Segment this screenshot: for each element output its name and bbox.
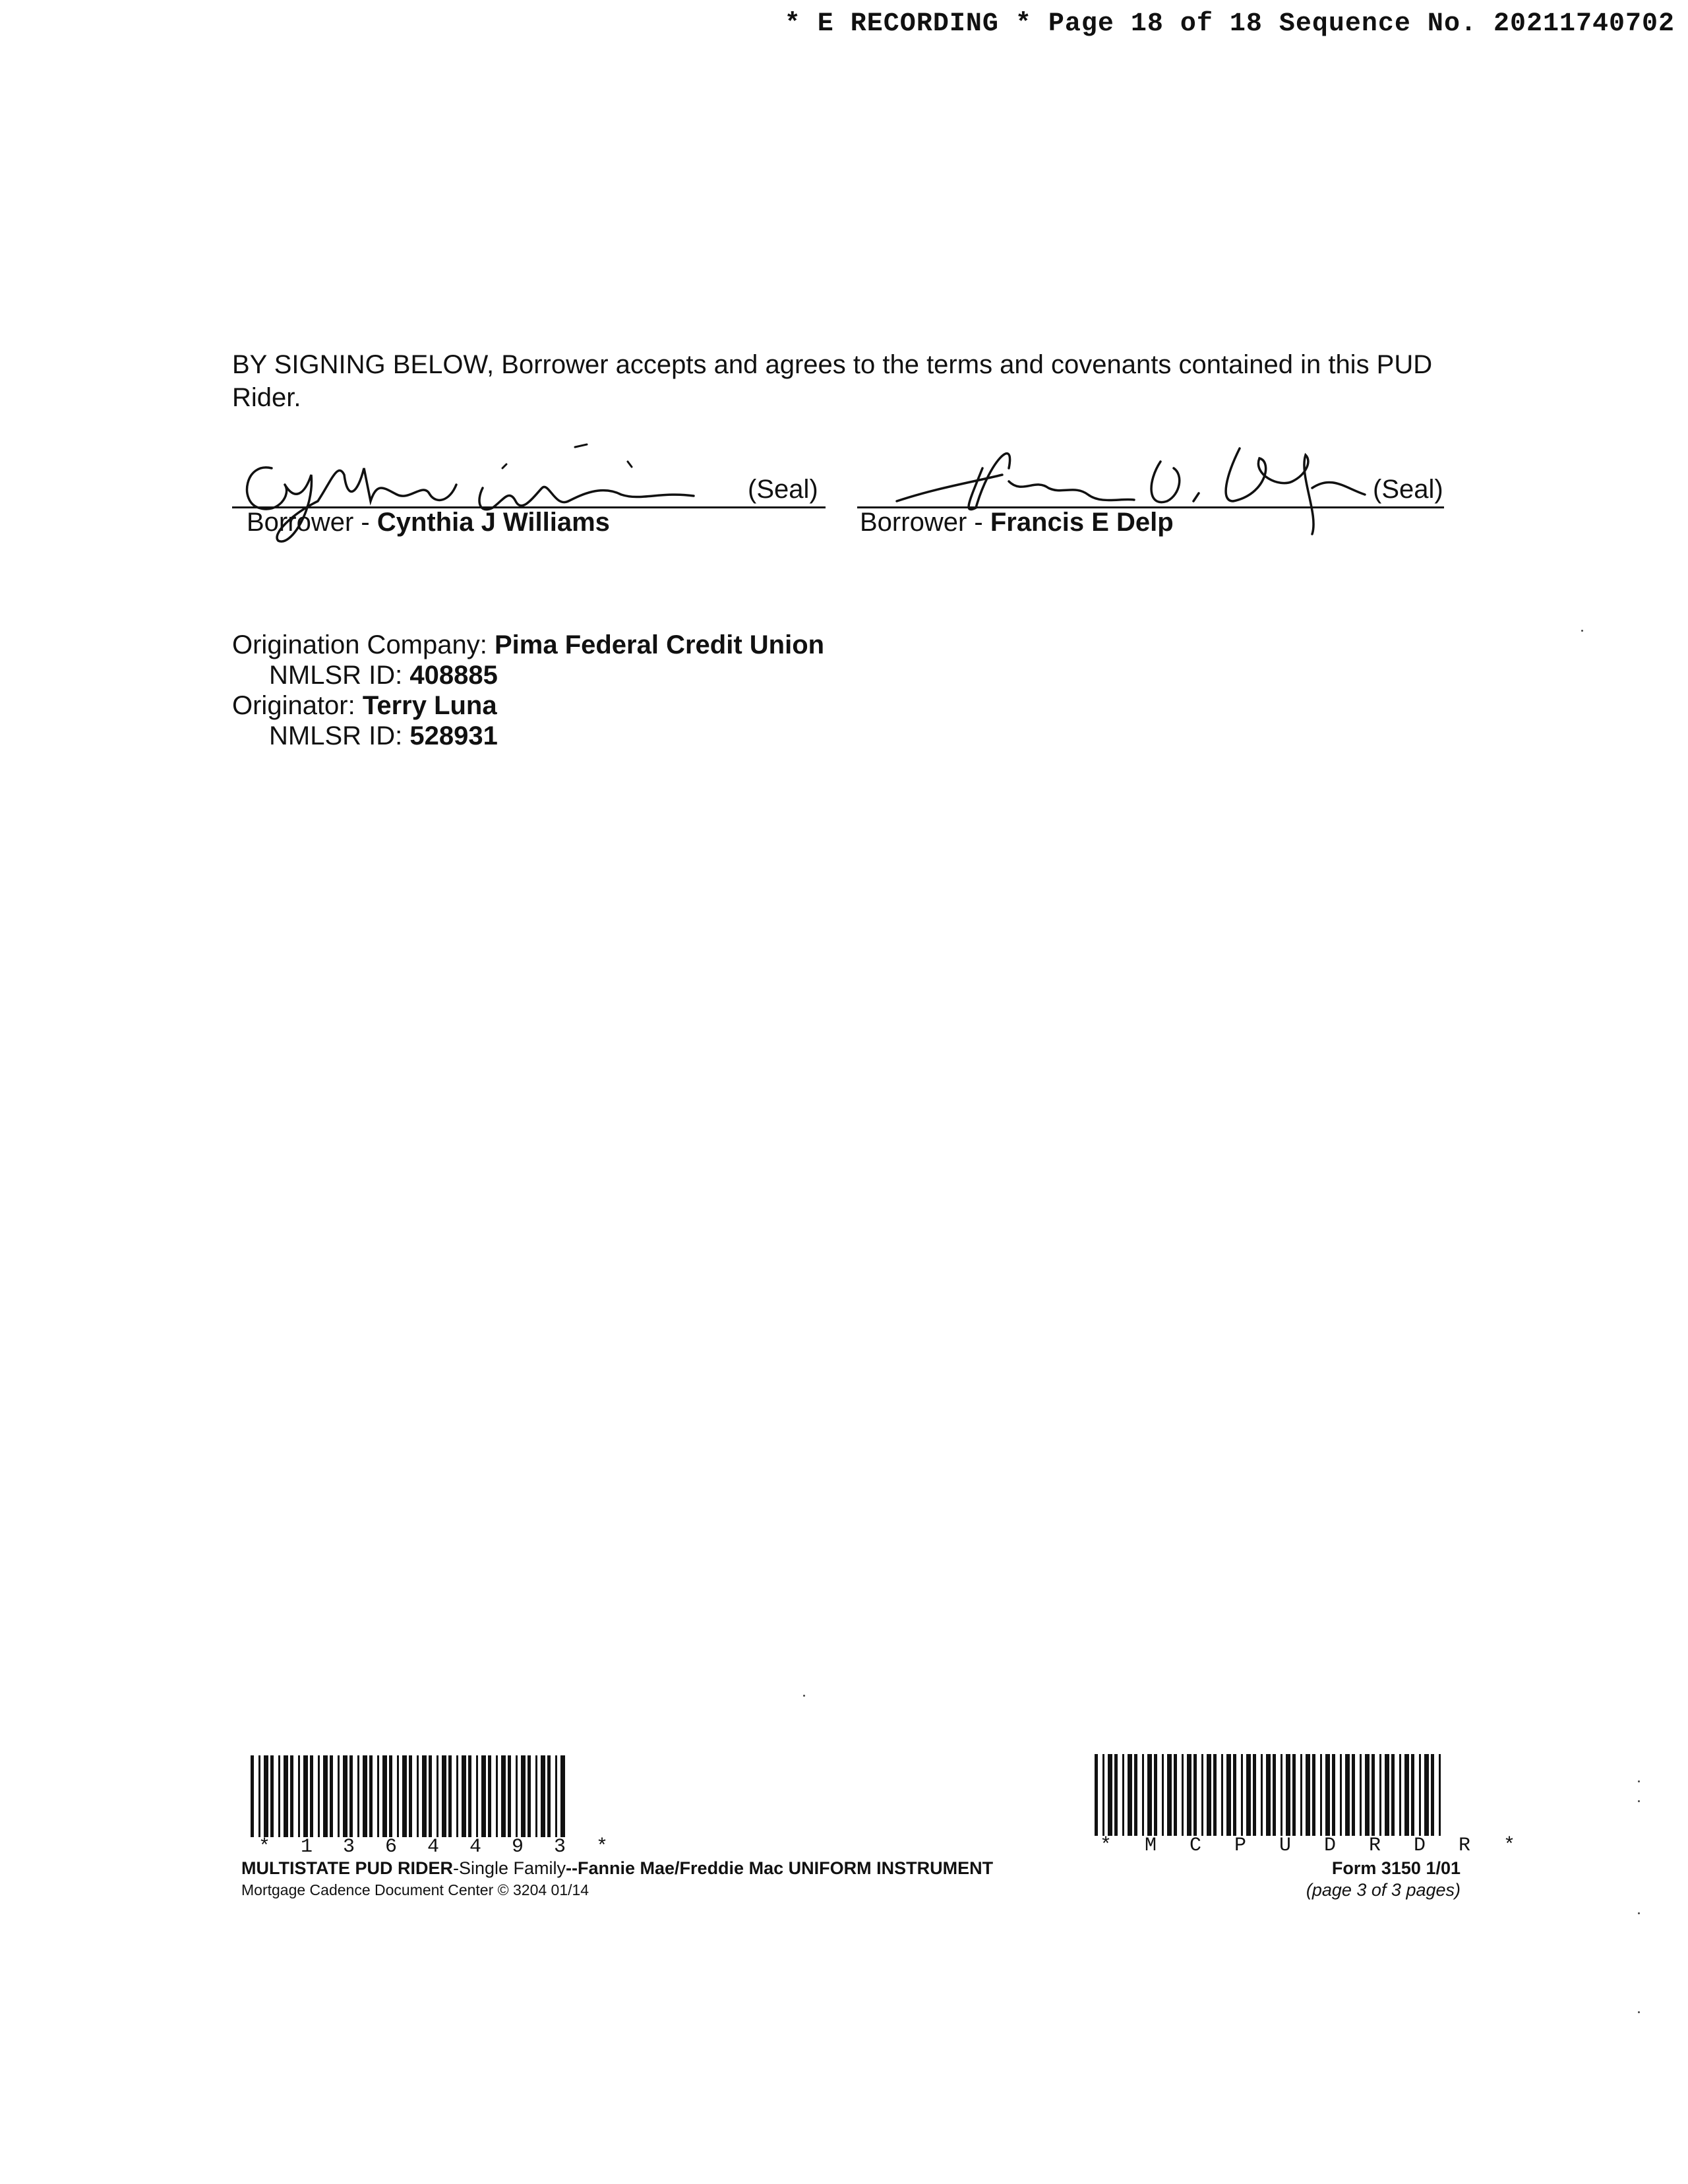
footer-form-info [1306, 1858, 1461, 1900]
loan-number-barcode-text: * 1 3 6 4 4 9 3 * [258, 1836, 618, 1858]
originator-nmlsr-value: 528931 [409, 721, 498, 750]
scan-speck [1638, 1780, 1640, 1782]
company-nmlsr-row [232, 660, 824, 690]
originator-label: Originator: [232, 691, 363, 720]
recording-header: * E RECORDING * Page 18 of 18 Sequence No. 20211740702 [784, 9, 1675, 39]
signer-caption-2 [860, 508, 1174, 537]
signer-name-2: Francis E Delp [990, 508, 1174, 537]
signature-block-borrower-2 [857, 448, 1444, 554]
scan-speck [1638, 1912, 1640, 1914]
originator-nmlsr-label: NMLSR ID: [269, 721, 410, 750]
origination-info [232, 630, 824, 751]
loan-number-barcode [251, 1755, 567, 1837]
footer-title-rest: --Fannie Mae/Freddie Mac UNIFORM INSTRUMENT [566, 1858, 994, 1878]
footer-source: Mortgage Cadence Document Center © 3204 01/14 [241, 1881, 589, 1898]
signer-name-1: Cynthia J Williams [377, 508, 610, 537]
footer-title-plain: -Single Family [452, 1858, 566, 1878]
seal-label-1: (Seal) [748, 475, 818, 504]
signer-role-1: Borrower - [247, 508, 377, 537]
signing-statement: BY SIGNING BELOW, Borrower accepts and agrees to the terms and covenants contained in this PUD Rider. [232, 350, 1433, 412]
scan-speck [1581, 630, 1583, 632]
scan-speck [1638, 2011, 1640, 2013]
originator-row [232, 690, 824, 721]
scan-speck [1638, 1800, 1640, 1802]
origination-company-value: Pima Federal Credit Union [494, 630, 825, 659]
originator-nmlsr-row [232, 721, 824, 751]
signature-block-borrower-1 [232, 448, 826, 554]
form-code-barcode-text: * M C P U D R D R * [1100, 1835, 1526, 1857]
origination-company-label: Origination Company: [232, 630, 495, 659]
footer-form-number: Form 3150 1/01 [1331, 1858, 1461, 1878]
signer-role-2: Borrower - [860, 508, 990, 537]
footer-title [241, 1858, 993, 1879]
footer-instrument-info [241, 1858, 993, 1899]
originator-value: Terry Luna [362, 691, 497, 720]
origination-company-row [232, 630, 824, 660]
company-nmlsr-label: NMLSR ID: [269, 661, 410, 690]
footer-title-bold: MULTISTATE PUD RIDER [241, 1858, 453, 1878]
form-code-barcode [1095, 1754, 1444, 1836]
footer-page-count: (page 3 of 3 pages) [1306, 1880, 1461, 1900]
company-nmlsr-value: 408885 [409, 661, 498, 690]
seal-label-2: (Seal) [1373, 475, 1443, 504]
signer-caption-1 [247, 508, 610, 537]
scan-speck [803, 1695, 805, 1697]
